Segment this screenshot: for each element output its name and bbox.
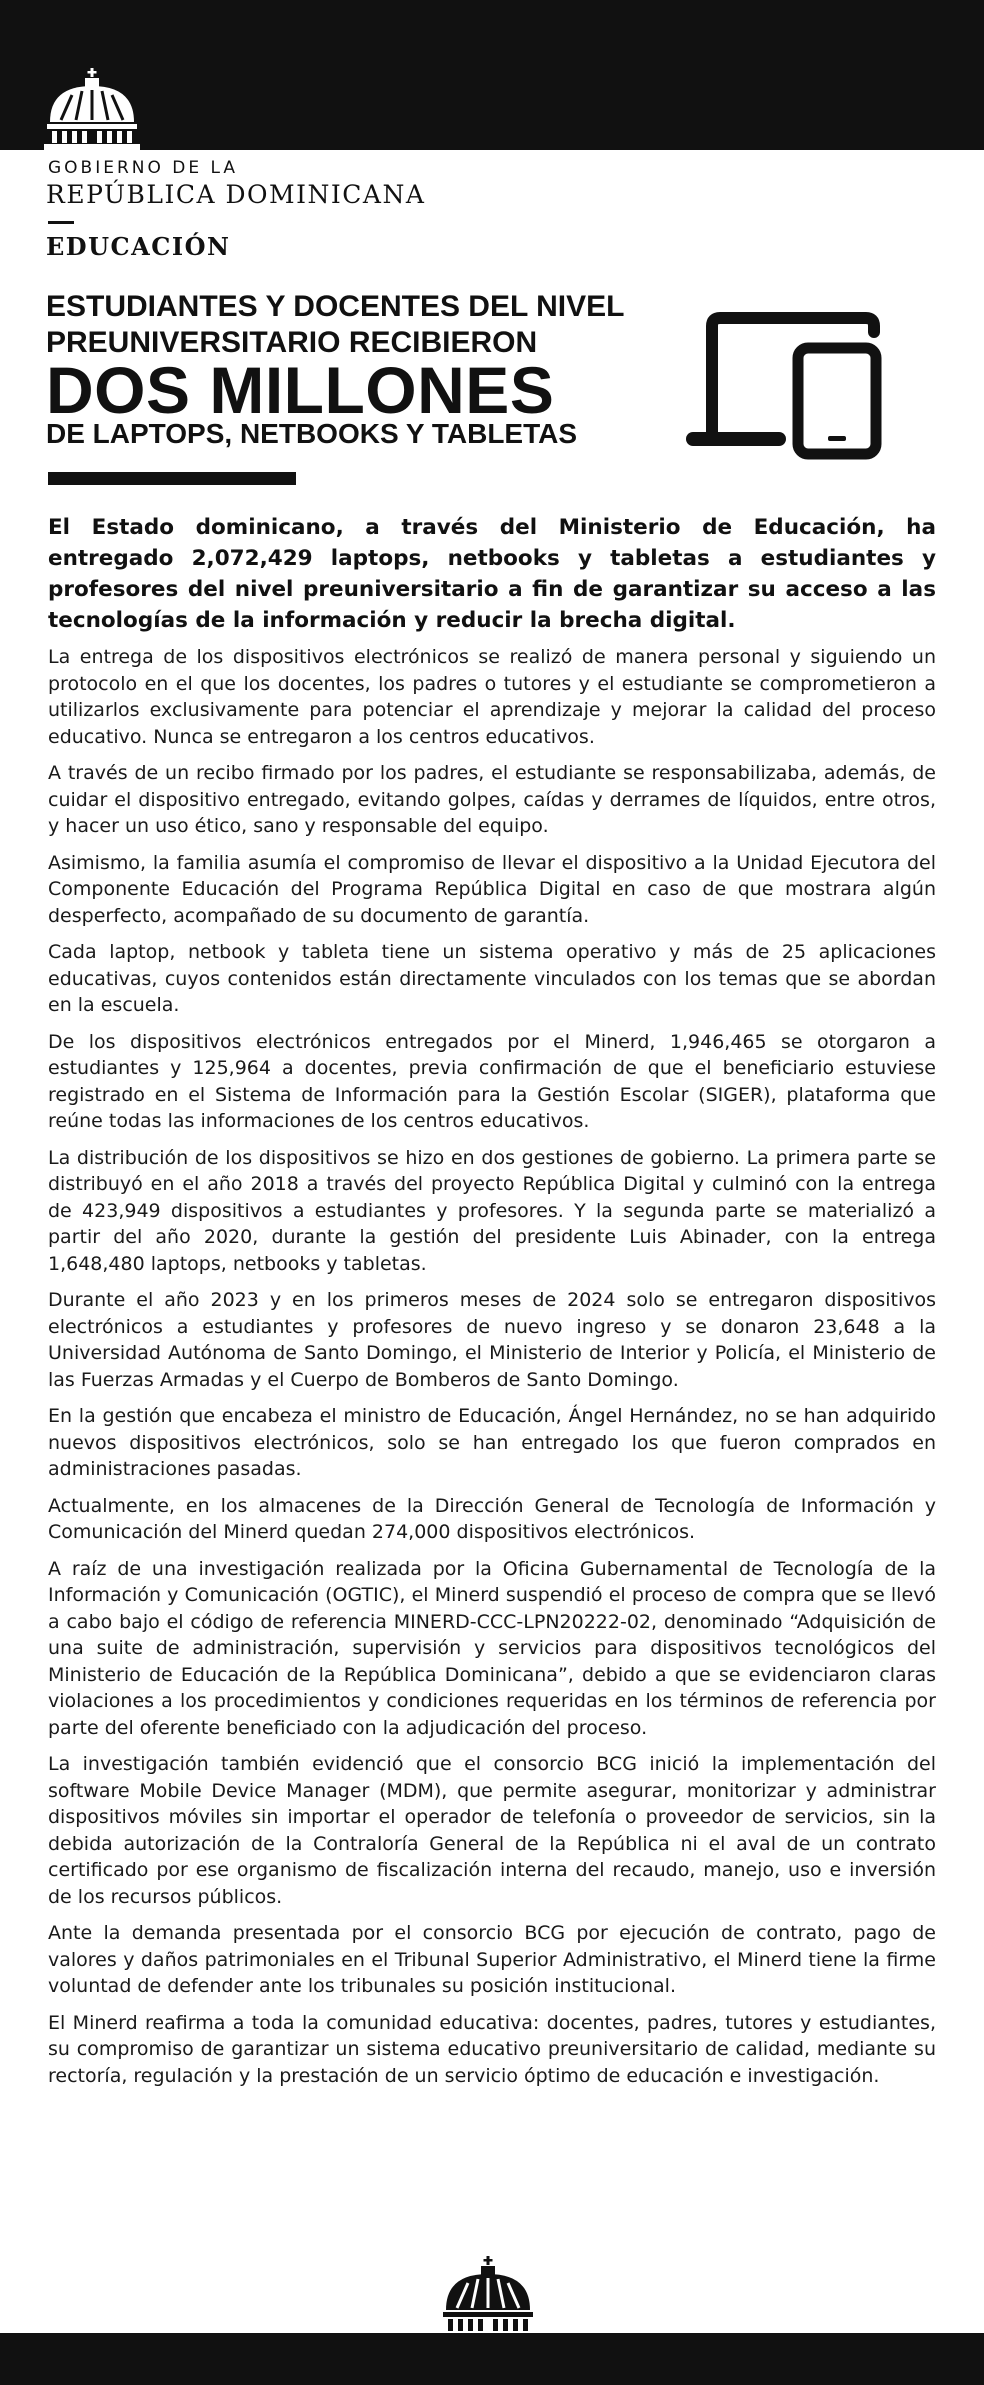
divider bbox=[48, 221, 74, 224]
headline-line-1: ESTUDIANTES Y DOCENTES DEL NIVEL bbox=[46, 290, 625, 323]
paragraph: Cada laptop, netbook y tableta tiene un sistema operativo y más de 25 aplicaciones educativas, cuyos contenidos están directamente vinculados con los temas que se abordan en la escuela. bbox=[48, 941, 936, 1016]
paragraph: La investigación también evidenció que el consorcio BCG inició la implementación del software Mobile Device Manager (MDM), que permite asegurar, monitorizar y administrar dispositivos móviles sin importar el operador de telefonía o proveedor de servicios, sin la debida autorización de la Contraloría General de la República ni el aval de un contrato certificado por ese organismo de fiscalización interna del recaudo, manejo, uso e inversión de los recursos públicos. bbox=[48, 1753, 936, 1908]
ministry-label: EDUCACIÓN bbox=[46, 232, 231, 261]
top-band bbox=[0, 0, 984, 150]
dome-emblem-icon bbox=[440, 2254, 536, 2338]
paragraph: Durante el año 2023 y en los primeros meses de 2024 solo se entregaron dispositivos electrónicos a estudiantes y profesores de nuevo ingreso y se donaron 23,648 a la Universidad Autónoma de Santo Domingo, el Ministerio de Interior y Policía, el Ministerio de las Fuerzas Armadas y el Cuerpo de Bomberos de Santo Domingo. bbox=[48, 1289, 936, 1391]
government-label: GOBIERNO DE LA bbox=[48, 158, 239, 178]
paragraph: Asimismo, la familia asumía el compromiso de llevar el dispositivo a la Unidad Ejecutora del Componente Educación del Programa República Digital en caso de que mostrara algún desperfecto, acompañado de su documento de garantía. bbox=[48, 851, 936, 927]
paragraph: La distribución de los dispositivos se hizo en dos gestiones de gobierno. La primera parte se distribuyó en el año 2018 a través del proyecto República Digital y culminó con la entrega de 423,949 dispositivos a estudiantes y profesores. Y la segunda parte se materializó a partir del año 2020, durante la gestión del presidente Luis Abinader, con la entrega 1,648,480 laptops, netbooks y tabletas. bbox=[48, 1146, 936, 1275]
article-body bbox=[48, 512, 936, 2099]
paragraph: La entrega de los dispositivos electrónicos se realizó de manera personal y siguiendo un protocolo en el que los docentes, los padres o tutores y el estudiante se comprometieron a utilizarlos exclusivamente para potenciar el aprendizaje y mejorar la calidad del proceso educativo. Nunca se entregaron a los centros educativos. bbox=[48, 646, 936, 748]
bottom-band bbox=[0, 2333, 984, 2385]
headline-emphasis: DOS MILLONES bbox=[46, 353, 555, 427]
paragraph: Actualmente, en los almacenes de la Dirección General de Tecnología de Información y Comunicación del Minerd quedan 274,000 dispositivos electrónicos. bbox=[48, 1494, 936, 1543]
paragraph: Ante la demanda presentada por el consorcio BCG por ejecución de contrato, pago de valores y daños patrimoniales en el Tribunal Superior Administrativo, el Minerd tiene la firme voluntad de defender ante los tribunales su posición institucional. bbox=[48, 1922, 936, 1997]
lead-paragraph: El Estado dominicano, a través del Ministerio de Educación, ha entregado 2,072,429 laptops, netbooks y tabletas a estudiantes y profesores del nivel preuniversitario a fin de garantizar su acceso a las tecnologías de la información y reducir la brecha digital. bbox=[48, 515, 936, 633]
accent-bar bbox=[48, 472, 296, 485]
laptop-tablet-icon bbox=[680, 312, 888, 460]
paragraph: A raíz de una investigación realizada por la Oficina Gubernamental de Tecnología de la Información y Comunicación (OGTIC), el Minerd suspendió el proceso de compra que se llevó a cabo bajo el código de referencia MINERD-CCC-LPN20222-02, denominado “Adquisición de una suite de administración, supervisión y servicios para dispositivos tecnológicos del Ministerio de Educación de la República Dominicana”, debido a que se evidenciaron claras violaciones a los procedimientos y condiciones requeridas en los términos de referencia por parte del oferente beneficiado con la adjudicación del proceso. bbox=[48, 1557, 936, 1739]
dome-emblem-icon bbox=[44, 66, 140, 150]
paragraph: A través de un recibo firmado por los padres, el estudiante se responsabilizaba, además, de cuidar el dispositivo entregado, evitando golpes, caídas y derrames de líquidos, entre otros, y hacer un uso ético, sano y responsable del equipo. bbox=[48, 762, 936, 837]
paragraph: El Minerd reafirma a toda la comunidad educativa: docentes, padres, tutores y estudiantes, su compromiso de garantizar un sistema educativo preuniversitario de calidad, mediante su rectoría, regulación y la prestación de un servicio óptimo de educación e investigación. bbox=[48, 2011, 936, 2087]
paragraph: En la gestión que encabeza el ministro de Educación, Ángel Hernández, no se han adquirido nuevos dispositivos electrónicos, solo se han entregado los que fueron comprados en administraciones pasadas. bbox=[48, 1405, 936, 1480]
headline-line-2: PREUNIVERSITARIO RECIBIERON bbox=[46, 326, 538, 359]
country-label: REPÚBLICA DOMINICANA bbox=[46, 180, 426, 209]
paragraph: De los dispositivos electrónicos entregados por el Minerd, 1,946,465 se otorgaron a estudiantes y 125,964 a docentes, previa confirmación de que el beneficiario estuviese registrado en el Sistema de Información para la Gestión Escolar (SIGER), plataforma que reúne todas las informaciones de los centros educativos. bbox=[48, 1030, 936, 1132]
headline-line-4: DE LAPTOPS, NETBOOKS Y TABLETAS bbox=[46, 418, 578, 449]
